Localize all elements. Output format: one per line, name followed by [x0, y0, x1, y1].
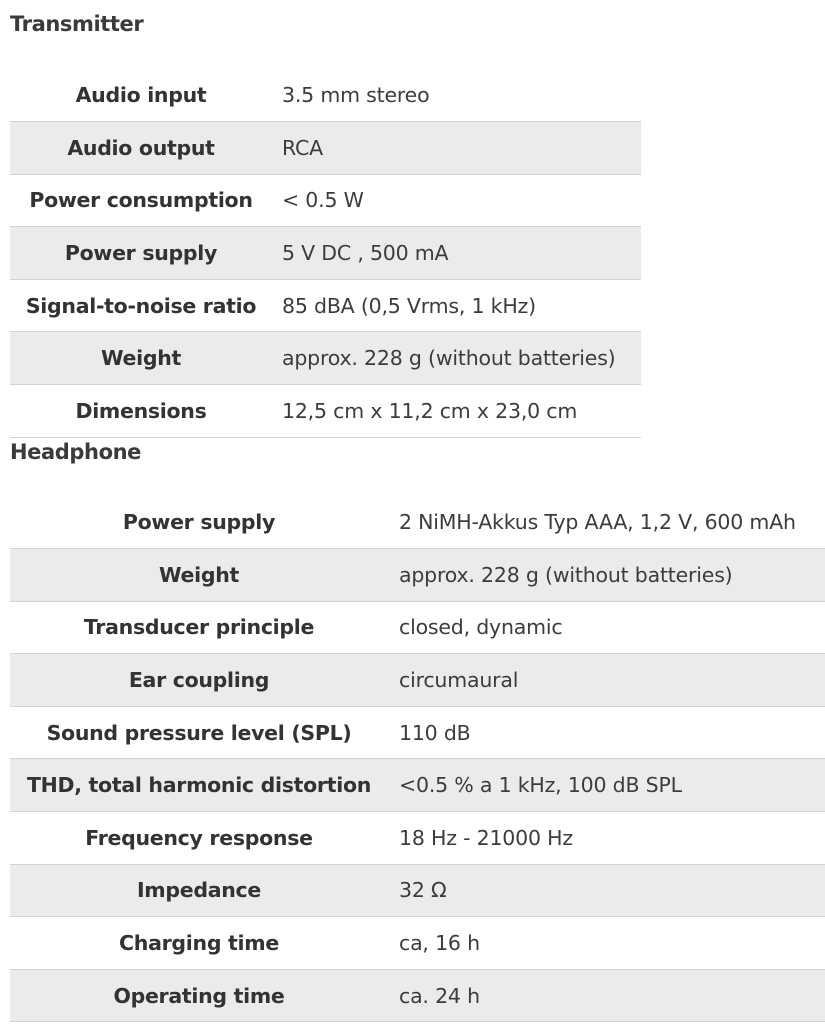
spec-label: Frequency response	[10, 812, 388, 865]
spec-label: Charging time	[10, 917, 388, 970]
headphone-spec-table	[10, 496, 825, 1022]
table-row	[10, 864, 825, 917]
spec-label: Audio output	[10, 122, 272, 175]
spec-value: ca. 24 h	[388, 969, 825, 1022]
table-row	[10, 601, 825, 654]
table-row	[10, 69, 641, 122]
table-row	[10, 654, 825, 707]
spec-label: Weight	[10, 549, 388, 602]
spec-label: Power supply	[10, 496, 388, 549]
table-row	[10, 706, 825, 759]
spec-value: 85 dBA (0,5 Vrms, 1 kHz)	[272, 279, 641, 332]
table-row	[10, 279, 641, 332]
spec-value: < 0.5 W	[272, 174, 641, 227]
spec-value: RCA	[272, 122, 641, 175]
spec-label: Power consumption	[10, 174, 272, 227]
spec-label: Sound pressure level (SPL)	[10, 706, 388, 759]
spec-value: 18 Hz - 21000 Hz	[388, 812, 825, 865]
table-row	[10, 549, 825, 602]
spec-label: Operating time	[10, 969, 388, 1022]
section-title-transmitter: Transmitter	[10, 12, 144, 36]
spec-value: <0.5 % a 1 kHz, 100 dB SPL	[388, 759, 825, 812]
table-row	[10, 122, 641, 175]
table-row	[10, 969, 825, 1022]
spec-label: Ear coupling	[10, 654, 388, 707]
transmitter-spec-table	[10, 69, 641, 438]
spec-label: Signal-to-noise ratio	[10, 279, 272, 332]
table-row	[10, 174, 641, 227]
section-title-headphone: Headphone	[10, 440, 142, 464]
spec-value: approx. 228 g (without batteries)	[272, 332, 641, 385]
spec-value: closed, dynamic	[388, 601, 825, 654]
spec-value: circumaural	[388, 654, 825, 707]
spec-label: Weight	[10, 332, 272, 385]
spec-label: Dimensions	[10, 385, 272, 438]
table-row	[10, 385, 641, 438]
spec-value: 5 V DC , 500 mA	[272, 227, 641, 280]
spec-label: Impedance	[10, 864, 388, 917]
table-row	[10, 227, 641, 280]
table-row	[10, 917, 825, 970]
table-row	[10, 496, 825, 549]
spec-label: Audio input	[10, 69, 272, 122]
spec-label: THD, total harmonic distortion	[10, 759, 388, 812]
spec-value: approx. 228 g (without batteries)	[388, 549, 825, 602]
table-row	[10, 332, 641, 385]
spec-value: ca, 16 h	[388, 917, 825, 970]
spec-value: 110 dB	[388, 706, 825, 759]
table-row	[10, 812, 825, 865]
spec-value: 3.5 mm stereo	[272, 69, 641, 122]
spec-label: Transducer principle	[10, 601, 388, 654]
table-row	[10, 759, 825, 812]
spec-value: 2 NiMH-Akkus Typ AAA, 1,2 V, 600 mAh	[388, 496, 825, 549]
spec-value: 32 Ω	[388, 864, 825, 917]
spec-value: 12,5 cm x 11,2 cm x 23,0 cm	[272, 385, 641, 438]
spec-label: Power supply	[10, 227, 272, 280]
